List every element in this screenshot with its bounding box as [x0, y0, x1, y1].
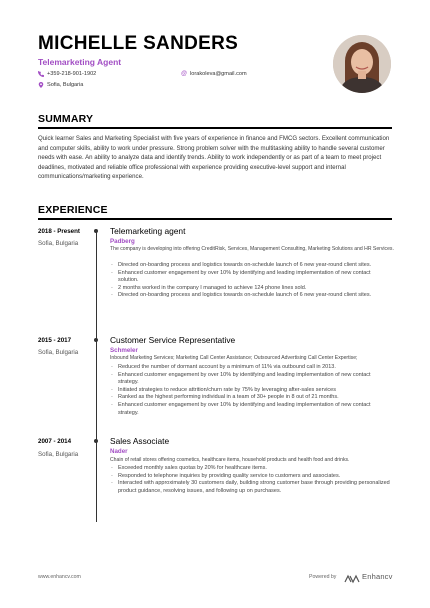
entry-description: The company is developing into offering CreditRisk, Services, Management Consulting, Marketing Solutions and HR Services. [110, 246, 394, 252]
list-item: - Exceeded monthly sales quotas by 20% for healthcare items. [110, 465, 392, 473]
entry-date: 2018 - Present [38, 228, 80, 235]
contact-email[interactable] [181, 71, 247, 77]
entry-date: 2007 - 2014 [38, 438, 72, 445]
list-item: - Interacted with approximately 30 customers daily, building strong customer base through providing personalized product guidance, resolving issues, and following up on purchases. [110, 480, 392, 495]
enhancv-logo-text: Enhancv [362, 572, 393, 581]
timeline-line [96, 232, 97, 522]
experience-divider [38, 218, 392, 220]
location-pin-icon [38, 82, 44, 88]
list-item: - 2 months worked in the company I managed to achieve 124 phone lines sold. [110, 285, 392, 293]
timeline-dot [94, 229, 98, 233]
summary-divider [38, 127, 392, 129]
experience-heading: EXPERIENCE [38, 204, 108, 216]
list-item: - Ranked as the highest performing individual in a team of 30+ people in 8 out of 21 months. [110, 394, 392, 402]
entry-bullets [110, 465, 392, 495]
entry-location: Sofia, Bulgaria [38, 349, 79, 356]
candidate-role: Telemarketing Agent [38, 57, 122, 67]
enhancv-logo-icon [344, 571, 360, 581]
entry-date: 2015 - 2017 [38, 337, 72, 344]
entry-description: Inbound Marketing Services; Marketing Call Center Assistance; Outsourced Advertising Call Center Expertise; [110, 355, 358, 361]
phone-icon [38, 71, 44, 77]
entry-location: Sofia, Bulgaria [38, 240, 79, 247]
entry-company: Schmeler [110, 347, 138, 354]
list-item: - Enhanced customer engagement by over 10% by identifying and leading implementation of new contact strategy. [110, 372, 392, 387]
list-item: - Reduced the number of dormant account by a minimum of 11% via outbound call in 2013. [110, 364, 392, 372]
contact-email-text[interactable]: lorakoleva@gmail.com [190, 71, 247, 77]
entry-bullets [110, 262, 392, 300]
timeline-dot [94, 439, 98, 443]
list-item: - Enhanced customer engagement by over 10% by identifying and leading implementation of new contact strategy. [110, 402, 392, 417]
entry-description: Chain of retail stores offering cosmetics, healthcare items, household products and health food and drinks. [110, 457, 350, 463]
at-sign-icon: @ [181, 71, 188, 77]
entry-title: Sales Associate [110, 436, 170, 446]
list-item: - Enhanced customer engagement by over 10% by identifying and leading implementation of new contact solution. [110, 270, 392, 285]
list-item: - Directed on-boarding process and logistics towards on-schedule launch of 6 new year-round client sites. [110, 262, 392, 270]
list-item: - Directed on-boarding process and logistics towards on-schedule launch of 6 new year-round client sites. [110, 292, 392, 300]
summary-text: Quick learner Sales and Marketing Specialist with five years of experience in finance and FMCG sectors. Excellent communication and computer skills, ability to work under pressure. Strong problem solver with the multitasking ability to handle several customer needs with ease. An ability to analyze data and identify trends. Ability to work independently or as part of a team to meet project deadlines, motivated and reliable office professional with experience providing executive-level support and internal communications/marketing experience. [38, 135, 390, 181]
contact-location-text: Sofia, Bulgaria [47, 82, 84, 88]
entry-location: Sofia, Bulgaria [38, 451, 79, 458]
footer-url[interactable]: www.enhancv.com [38, 574, 81, 580]
summary-heading: SUMMARY [38, 113, 94, 125]
contact-location [38, 82, 83, 88]
contact-phone [38, 71, 96, 77]
contact-phone-text: +359-218-901-1902 [47, 71, 97, 77]
entry-title: Customer Service Representative [110, 335, 236, 345]
powered-by-label: Powered by [309, 574, 337, 580]
entry-company: Nader [110, 448, 128, 455]
list-item: - Responded to telephone inquiries by providing quality service to customers and associates. [110, 473, 392, 481]
list-item: - Initiated strategies to reduce attrition/churn rate by 75% by leveraging after-sales services [110, 387, 392, 395]
avatar [333, 35, 391, 93]
candidate-name: MICHELLE SANDERS [38, 33, 239, 54]
timeline-dot [94, 338, 98, 342]
entry-title: Telemarketing agent [110, 226, 186, 236]
entry-bullets [110, 364, 392, 417]
entry-company: Padberg [110, 238, 135, 245]
